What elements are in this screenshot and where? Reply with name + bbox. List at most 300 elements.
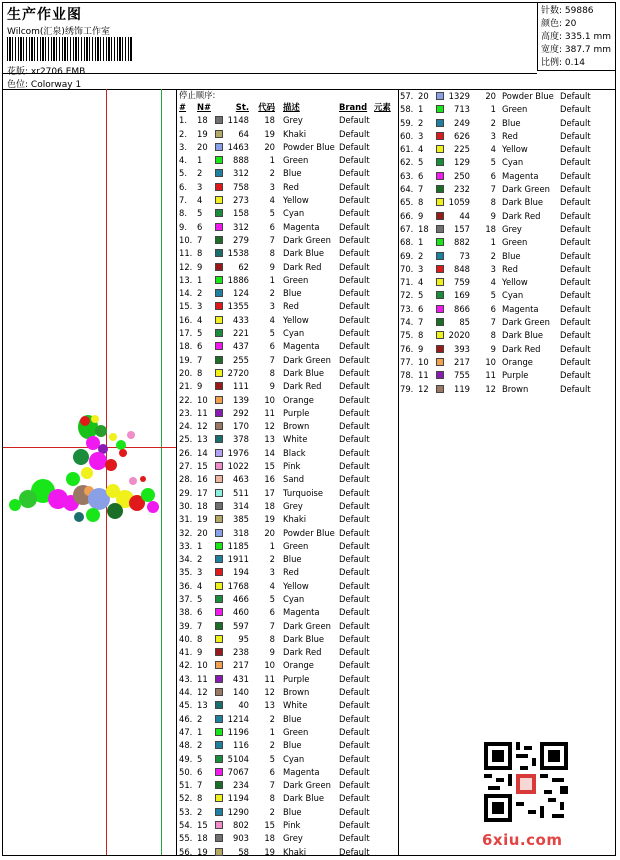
row-description: Blue bbox=[502, 250, 521, 261]
col-header-stitches: St. bbox=[235, 102, 249, 112]
row-stitches: 158 bbox=[233, 208, 249, 219]
row-brand: Default bbox=[560, 303, 591, 314]
row-needle: 9 bbox=[197, 261, 203, 272]
row-brand: Default bbox=[339, 780, 370, 791]
row-description: Blue bbox=[283, 740, 302, 751]
row-index: 66. bbox=[400, 210, 414, 221]
table-row bbox=[400, 103, 615, 116]
row-needle: 8 bbox=[197, 367, 203, 378]
row-brand: Default bbox=[560, 130, 591, 141]
row-needle: 10 bbox=[197, 660, 208, 671]
row-stitches: 713 bbox=[454, 104, 470, 115]
stat-width: 宽度: 387.7 mm bbox=[541, 45, 612, 55]
row-brand: Default bbox=[339, 806, 370, 817]
row-needle: 7 bbox=[197, 620, 203, 631]
row-needle: 7 bbox=[197, 780, 203, 791]
row-code: 9 bbox=[269, 647, 275, 658]
row-code: 8 bbox=[269, 793, 275, 804]
color-swatch bbox=[215, 542, 223, 550]
row-stitches: 460 bbox=[233, 607, 249, 618]
row-brand: Default bbox=[339, 700, 370, 711]
table-row bbox=[179, 354, 399, 367]
table-row bbox=[179, 394, 399, 407]
row-brand: Default bbox=[560, 343, 591, 354]
row-brand: Default bbox=[339, 381, 370, 392]
color-swatch bbox=[215, 409, 223, 417]
row-needle: 6 bbox=[197, 607, 203, 618]
row-needle: 6 bbox=[197, 766, 203, 777]
table-row bbox=[179, 234, 399, 247]
row-description: Blue bbox=[283, 806, 302, 817]
row-index: 31. bbox=[179, 514, 193, 525]
col-header-brand: Brand bbox=[339, 102, 368, 112]
color-swatch bbox=[215, 688, 223, 696]
row-brand: Default bbox=[560, 290, 591, 301]
row-code: 17 bbox=[264, 487, 275, 498]
table-row bbox=[179, 686, 399, 699]
row-brand: Default bbox=[339, 660, 370, 671]
row-index: 38. bbox=[179, 607, 193, 618]
row-index: 70. bbox=[400, 263, 414, 274]
row-needle: 19 bbox=[197, 846, 208, 857]
row-description: Grey bbox=[283, 115, 303, 126]
color-swatch bbox=[215, 249, 223, 257]
color-swatch bbox=[436, 252, 444, 260]
row-code: 2 bbox=[490, 117, 496, 128]
row-brand: Default bbox=[339, 554, 370, 565]
row-brand: Default bbox=[339, 846, 370, 857]
table-row bbox=[400, 130, 615, 143]
table-row bbox=[179, 739, 399, 752]
row-description: Powder Blue bbox=[502, 91, 554, 101]
row-description: Magenta bbox=[283, 766, 320, 777]
table-row bbox=[179, 633, 399, 646]
color-swatch bbox=[215, 768, 223, 776]
color-swatch bbox=[215, 369, 223, 377]
row-description: Red bbox=[283, 181, 299, 192]
row-description: Sand bbox=[283, 474, 305, 485]
row-brand: Default bbox=[560, 210, 591, 221]
row-needle: 9 bbox=[418, 343, 424, 354]
color-swatch bbox=[215, 356, 223, 364]
stats-box bbox=[537, 3, 615, 71]
row-index: 75. bbox=[400, 330, 414, 341]
row-description: Grey bbox=[283, 833, 303, 844]
row-needle: 4 bbox=[197, 195, 203, 206]
color-swatch bbox=[215, 848, 223, 856]
row-description: Pink bbox=[283, 820, 301, 831]
row-stitches: 312 bbox=[233, 168, 249, 179]
color-swatch bbox=[215, 422, 223, 430]
row-code: 13 bbox=[264, 434, 275, 445]
row-index: 63. bbox=[400, 170, 414, 181]
color-swatch bbox=[215, 183, 223, 191]
row-index: 67. bbox=[400, 223, 414, 234]
row-needle: 11 bbox=[197, 407, 208, 418]
row-stitches: 393 bbox=[454, 343, 470, 354]
row-code: 1 bbox=[490, 237, 496, 248]
table-row bbox=[179, 832, 399, 845]
row-code: 2 bbox=[269, 554, 275, 565]
colorway-value: Colorway 1 bbox=[30, 80, 82, 90]
row-index: 49. bbox=[179, 753, 193, 764]
row-description: Dark Red bbox=[283, 261, 322, 272]
table-row bbox=[400, 289, 615, 302]
row-needle: 9 bbox=[418, 210, 424, 221]
row-stitches: 85 bbox=[459, 317, 470, 328]
row-brand: Default bbox=[560, 184, 591, 195]
row-description: Blue bbox=[502, 117, 521, 128]
row-needle: 4 bbox=[418, 277, 424, 288]
table-row bbox=[179, 367, 399, 380]
row-brand: Default bbox=[339, 753, 370, 764]
barcode-icon bbox=[7, 37, 132, 61]
color-swatch bbox=[215, 608, 223, 616]
row-needle: 8 bbox=[197, 793, 203, 804]
row-description: Magenta bbox=[283, 221, 320, 232]
row-index: 20. bbox=[179, 367, 193, 378]
row-needle: 8 bbox=[197, 633, 203, 644]
row-brand: Default bbox=[339, 274, 370, 285]
color-swatch bbox=[215, 741, 223, 749]
row-needle: 8 bbox=[197, 248, 203, 259]
color-swatch bbox=[215, 568, 223, 576]
row-index: 58. bbox=[400, 104, 414, 115]
row-stitches: 903 bbox=[233, 833, 249, 844]
row-stitches: 378 bbox=[233, 434, 249, 445]
row-code: 5 bbox=[269, 328, 275, 339]
row-index: 71. bbox=[400, 277, 414, 288]
row-needle: 10 bbox=[418, 356, 429, 367]
row-needle: 7 bbox=[197, 234, 203, 245]
row-code: 5 bbox=[269, 593, 275, 604]
row-code: 5 bbox=[490, 290, 496, 301]
row-index: 10. bbox=[179, 234, 193, 245]
row-stitches: 1911 bbox=[227, 554, 249, 565]
row-description: Purple bbox=[283, 407, 310, 418]
row-stitches: 273 bbox=[233, 195, 249, 206]
row-description: Powder Blue bbox=[283, 141, 335, 152]
table-row bbox=[179, 194, 399, 207]
table-row bbox=[179, 261, 399, 274]
row-description: Dark Blue bbox=[502, 197, 544, 208]
row-description: Dark Green bbox=[502, 317, 550, 328]
table-row bbox=[179, 540, 399, 553]
row-brand: Default bbox=[560, 356, 591, 367]
color-swatch bbox=[215, 435, 223, 443]
row-description: Blue bbox=[283, 168, 302, 179]
row-needle: 12 bbox=[418, 383, 429, 394]
col-header-desc: 描述 bbox=[283, 102, 300, 112]
row-code: 4 bbox=[490, 144, 496, 155]
row-needle: 5 bbox=[197, 328, 203, 339]
row-index: 9. bbox=[179, 221, 187, 232]
row-brand: Default bbox=[339, 195, 370, 206]
row-description: Brown bbox=[502, 383, 529, 394]
col-header-element: 元素 bbox=[374, 102, 391, 112]
row-index: 13. bbox=[179, 274, 193, 285]
color-swatch bbox=[215, 462, 223, 470]
color-swatch bbox=[215, 555, 223, 563]
row-stitches: 95 bbox=[238, 633, 249, 644]
row-code: 18 bbox=[264, 833, 275, 844]
color-swatch bbox=[436, 212, 444, 220]
row-stitches: 157 bbox=[454, 223, 470, 234]
row-stitches: 755 bbox=[454, 370, 470, 381]
row-index: 28. bbox=[179, 474, 193, 485]
row-description: Red bbox=[502, 263, 518, 274]
row-index: 52. bbox=[179, 793, 193, 804]
row-brand: Default bbox=[339, 647, 370, 658]
row-code: 8 bbox=[490, 197, 496, 208]
row-code: 11 bbox=[264, 407, 275, 418]
row-brand: Default bbox=[339, 447, 370, 458]
row-needle: 2 bbox=[197, 740, 203, 751]
color-swatch bbox=[436, 119, 444, 127]
row-code: 18 bbox=[264, 500, 275, 511]
row-index: 24. bbox=[179, 421, 193, 432]
row-stitches: 511 bbox=[233, 487, 249, 498]
row-index: 65. bbox=[400, 197, 414, 208]
row-index: 17. bbox=[179, 328, 193, 339]
row-needle: 9 bbox=[197, 647, 203, 658]
row-brand: Default bbox=[339, 181, 370, 192]
row-description: Dark Green bbox=[283, 354, 331, 365]
row-index: 43. bbox=[179, 673, 193, 684]
row-stitches: 58 bbox=[238, 846, 249, 857]
row-description: Dark Blue bbox=[283, 633, 325, 644]
row-description: Orange bbox=[283, 394, 314, 405]
row-brand: Default bbox=[560, 263, 591, 274]
row-brand: Default bbox=[339, 607, 370, 618]
stat-stitches: 针数: 59886 bbox=[541, 6, 594, 16]
row-brand: Default bbox=[339, 540, 370, 551]
stat-colors: 颜色: 20 bbox=[541, 19, 577, 29]
table-row bbox=[400, 223, 615, 236]
table-row bbox=[179, 527, 399, 540]
row-index: 56. bbox=[179, 846, 193, 857]
row-code: 6 bbox=[490, 303, 496, 314]
row-description: Yellow bbox=[502, 144, 528, 155]
row-index: 61. bbox=[400, 144, 414, 155]
table-row bbox=[400, 383, 615, 396]
table-row bbox=[179, 407, 399, 420]
row-brand: Default bbox=[339, 726, 370, 737]
row-code: 10 bbox=[485, 356, 496, 367]
row-needle: 19 bbox=[197, 128, 208, 139]
row-code: 3 bbox=[269, 181, 275, 192]
color-swatch bbox=[215, 116, 223, 124]
row-index: 15. bbox=[179, 301, 193, 312]
row-code: 4 bbox=[490, 277, 496, 288]
row-code: 9 bbox=[269, 261, 275, 272]
row-stitches: 1976 bbox=[227, 447, 249, 458]
table-row bbox=[179, 181, 399, 194]
row-code: 8 bbox=[269, 633, 275, 644]
color-swatch bbox=[436, 371, 444, 379]
color-swatch bbox=[215, 715, 223, 723]
row-stitches: 1463 bbox=[227, 141, 249, 152]
color-swatch bbox=[215, 675, 223, 683]
color-swatch bbox=[436, 318, 444, 326]
row-index: 79. bbox=[400, 383, 414, 394]
row-code: 14 bbox=[264, 447, 275, 458]
company-name: Wilcom(汇泉)绣饰工作室 bbox=[7, 27, 110, 37]
row-code: 8 bbox=[269, 367, 275, 378]
color-swatch bbox=[215, 728, 223, 736]
row-code: 11 bbox=[264, 673, 275, 684]
row-code: 18 bbox=[264, 115, 275, 126]
color-swatch bbox=[215, 223, 223, 231]
row-stitches: 44 bbox=[459, 210, 470, 221]
row-stitches: 139 bbox=[233, 394, 249, 405]
col-header-code: 代码 bbox=[258, 102, 275, 112]
table-row bbox=[179, 460, 399, 473]
row-index: 8. bbox=[179, 208, 187, 219]
color-swatch bbox=[436, 291, 444, 299]
table-row bbox=[179, 300, 399, 313]
row-code: 2 bbox=[269, 168, 275, 179]
row-description: Turquoise bbox=[283, 487, 324, 498]
row-index: 2. bbox=[179, 128, 187, 139]
row-brand: Default bbox=[339, 766, 370, 777]
row-needle: 3 bbox=[418, 130, 424, 141]
table-row bbox=[400, 210, 615, 223]
row-description: Yellow bbox=[283, 580, 309, 591]
design-file-label: 花版: bbox=[7, 67, 29, 77]
row-brand: Default bbox=[339, 421, 370, 432]
row-stitches: 62 bbox=[238, 261, 249, 272]
row-code: 19 bbox=[264, 514, 275, 525]
row-stitches: 232 bbox=[454, 184, 470, 195]
row-code: 7 bbox=[269, 354, 275, 365]
row-stitches: 7067 bbox=[227, 766, 249, 777]
row-description: Khaki bbox=[283, 514, 307, 525]
color-swatch bbox=[215, 329, 223, 337]
table-row bbox=[179, 128, 399, 141]
table-row bbox=[179, 606, 399, 619]
row-needle: 4 bbox=[418, 144, 424, 155]
row-code: 8 bbox=[269, 248, 275, 259]
row-code: 3 bbox=[490, 130, 496, 141]
color-swatch bbox=[436, 225, 444, 233]
table-row bbox=[179, 779, 399, 792]
row-description: Yellow bbox=[502, 277, 528, 288]
table-row bbox=[179, 340, 399, 353]
row-needle: 1 bbox=[197, 726, 203, 737]
color-swatch bbox=[215, 169, 223, 177]
row-brand: Default bbox=[339, 341, 370, 352]
row-code: 7 bbox=[490, 317, 496, 328]
row-brand: Default bbox=[339, 500, 370, 511]
table-row bbox=[400, 183, 615, 196]
color-swatch bbox=[215, 342, 223, 350]
row-brand: Default bbox=[560, 104, 591, 115]
row-stitches: 1194 bbox=[227, 793, 249, 804]
row-description: Grey bbox=[283, 500, 303, 511]
row-code: 7 bbox=[269, 620, 275, 631]
rows-left bbox=[179, 114, 399, 859]
row-stitches: 129 bbox=[454, 157, 470, 168]
table-row bbox=[179, 593, 399, 606]
row-code: 9 bbox=[490, 343, 496, 354]
color-swatch bbox=[215, 382, 223, 390]
row-brand: Default bbox=[339, 567, 370, 578]
table-row bbox=[179, 566, 399, 579]
row-brand: Default bbox=[560, 223, 591, 234]
row-code: 3 bbox=[490, 263, 496, 274]
row-index: 29. bbox=[179, 487, 193, 498]
row-needle: 7 bbox=[418, 317, 424, 328]
table-row bbox=[179, 753, 399, 766]
row-needle: 15 bbox=[197, 820, 208, 831]
table-row bbox=[179, 221, 399, 234]
row-code: 12 bbox=[264, 687, 275, 698]
row-brand: Default bbox=[560, 237, 591, 248]
row-stitches: 221 bbox=[233, 328, 249, 339]
row-brand: Default bbox=[339, 288, 370, 299]
row-description: Red bbox=[283, 567, 299, 578]
row-description: Cyan bbox=[283, 753, 305, 764]
row-stitches: 1022 bbox=[227, 461, 249, 472]
row-needle: 6 bbox=[418, 303, 424, 314]
table-row bbox=[179, 806, 399, 819]
row-code: 7 bbox=[269, 234, 275, 245]
row-stitches: 597 bbox=[233, 620, 249, 631]
row-brand: Default bbox=[339, 487, 370, 498]
row-code: 7 bbox=[490, 184, 496, 195]
row-brand: Default bbox=[339, 314, 370, 325]
row-stitches: 111 bbox=[233, 381, 249, 392]
table-row bbox=[179, 580, 399, 593]
color-swatch bbox=[215, 143, 223, 151]
color-swatch bbox=[215, 635, 223, 643]
row-code: 15 bbox=[264, 461, 275, 472]
row-needle: 10 bbox=[197, 394, 208, 405]
color-swatch bbox=[215, 701, 223, 709]
row-needle: 1 bbox=[418, 237, 424, 248]
row-index: 22. bbox=[179, 394, 193, 405]
color-swatch bbox=[215, 808, 223, 816]
row-description: Grey bbox=[502, 223, 522, 234]
row-description: Pink bbox=[283, 461, 301, 472]
row-index: 51. bbox=[179, 780, 193, 791]
table-row bbox=[400, 356, 615, 369]
row-code: 5 bbox=[490, 157, 496, 168]
color-swatch bbox=[215, 316, 223, 324]
row-stitches: 194 bbox=[233, 567, 249, 578]
row-index: 64. bbox=[400, 184, 414, 195]
row-description: Dark Green bbox=[283, 620, 331, 631]
row-description: Dark Green bbox=[283, 234, 331, 245]
row-description: Green bbox=[283, 726, 309, 737]
table-row bbox=[179, 380, 399, 393]
row-description: Khaki bbox=[283, 846, 307, 857]
row-index: 4. bbox=[179, 155, 187, 166]
row-description: Cyan bbox=[283, 208, 305, 219]
row-index: 34. bbox=[179, 554, 193, 565]
row-index: 11. bbox=[179, 248, 193, 259]
color-swatch bbox=[215, 502, 223, 510]
row-description: Green bbox=[283, 540, 309, 551]
row-needle: 2 bbox=[197, 806, 203, 817]
row-stitches: 1196 bbox=[227, 726, 249, 737]
page-title: 生产作业图 bbox=[7, 7, 82, 23]
row-code: 20 bbox=[485, 91, 496, 101]
row-index: 32. bbox=[179, 527, 193, 538]
row-index: 14. bbox=[179, 288, 193, 299]
row-brand: Default bbox=[560, 170, 591, 181]
